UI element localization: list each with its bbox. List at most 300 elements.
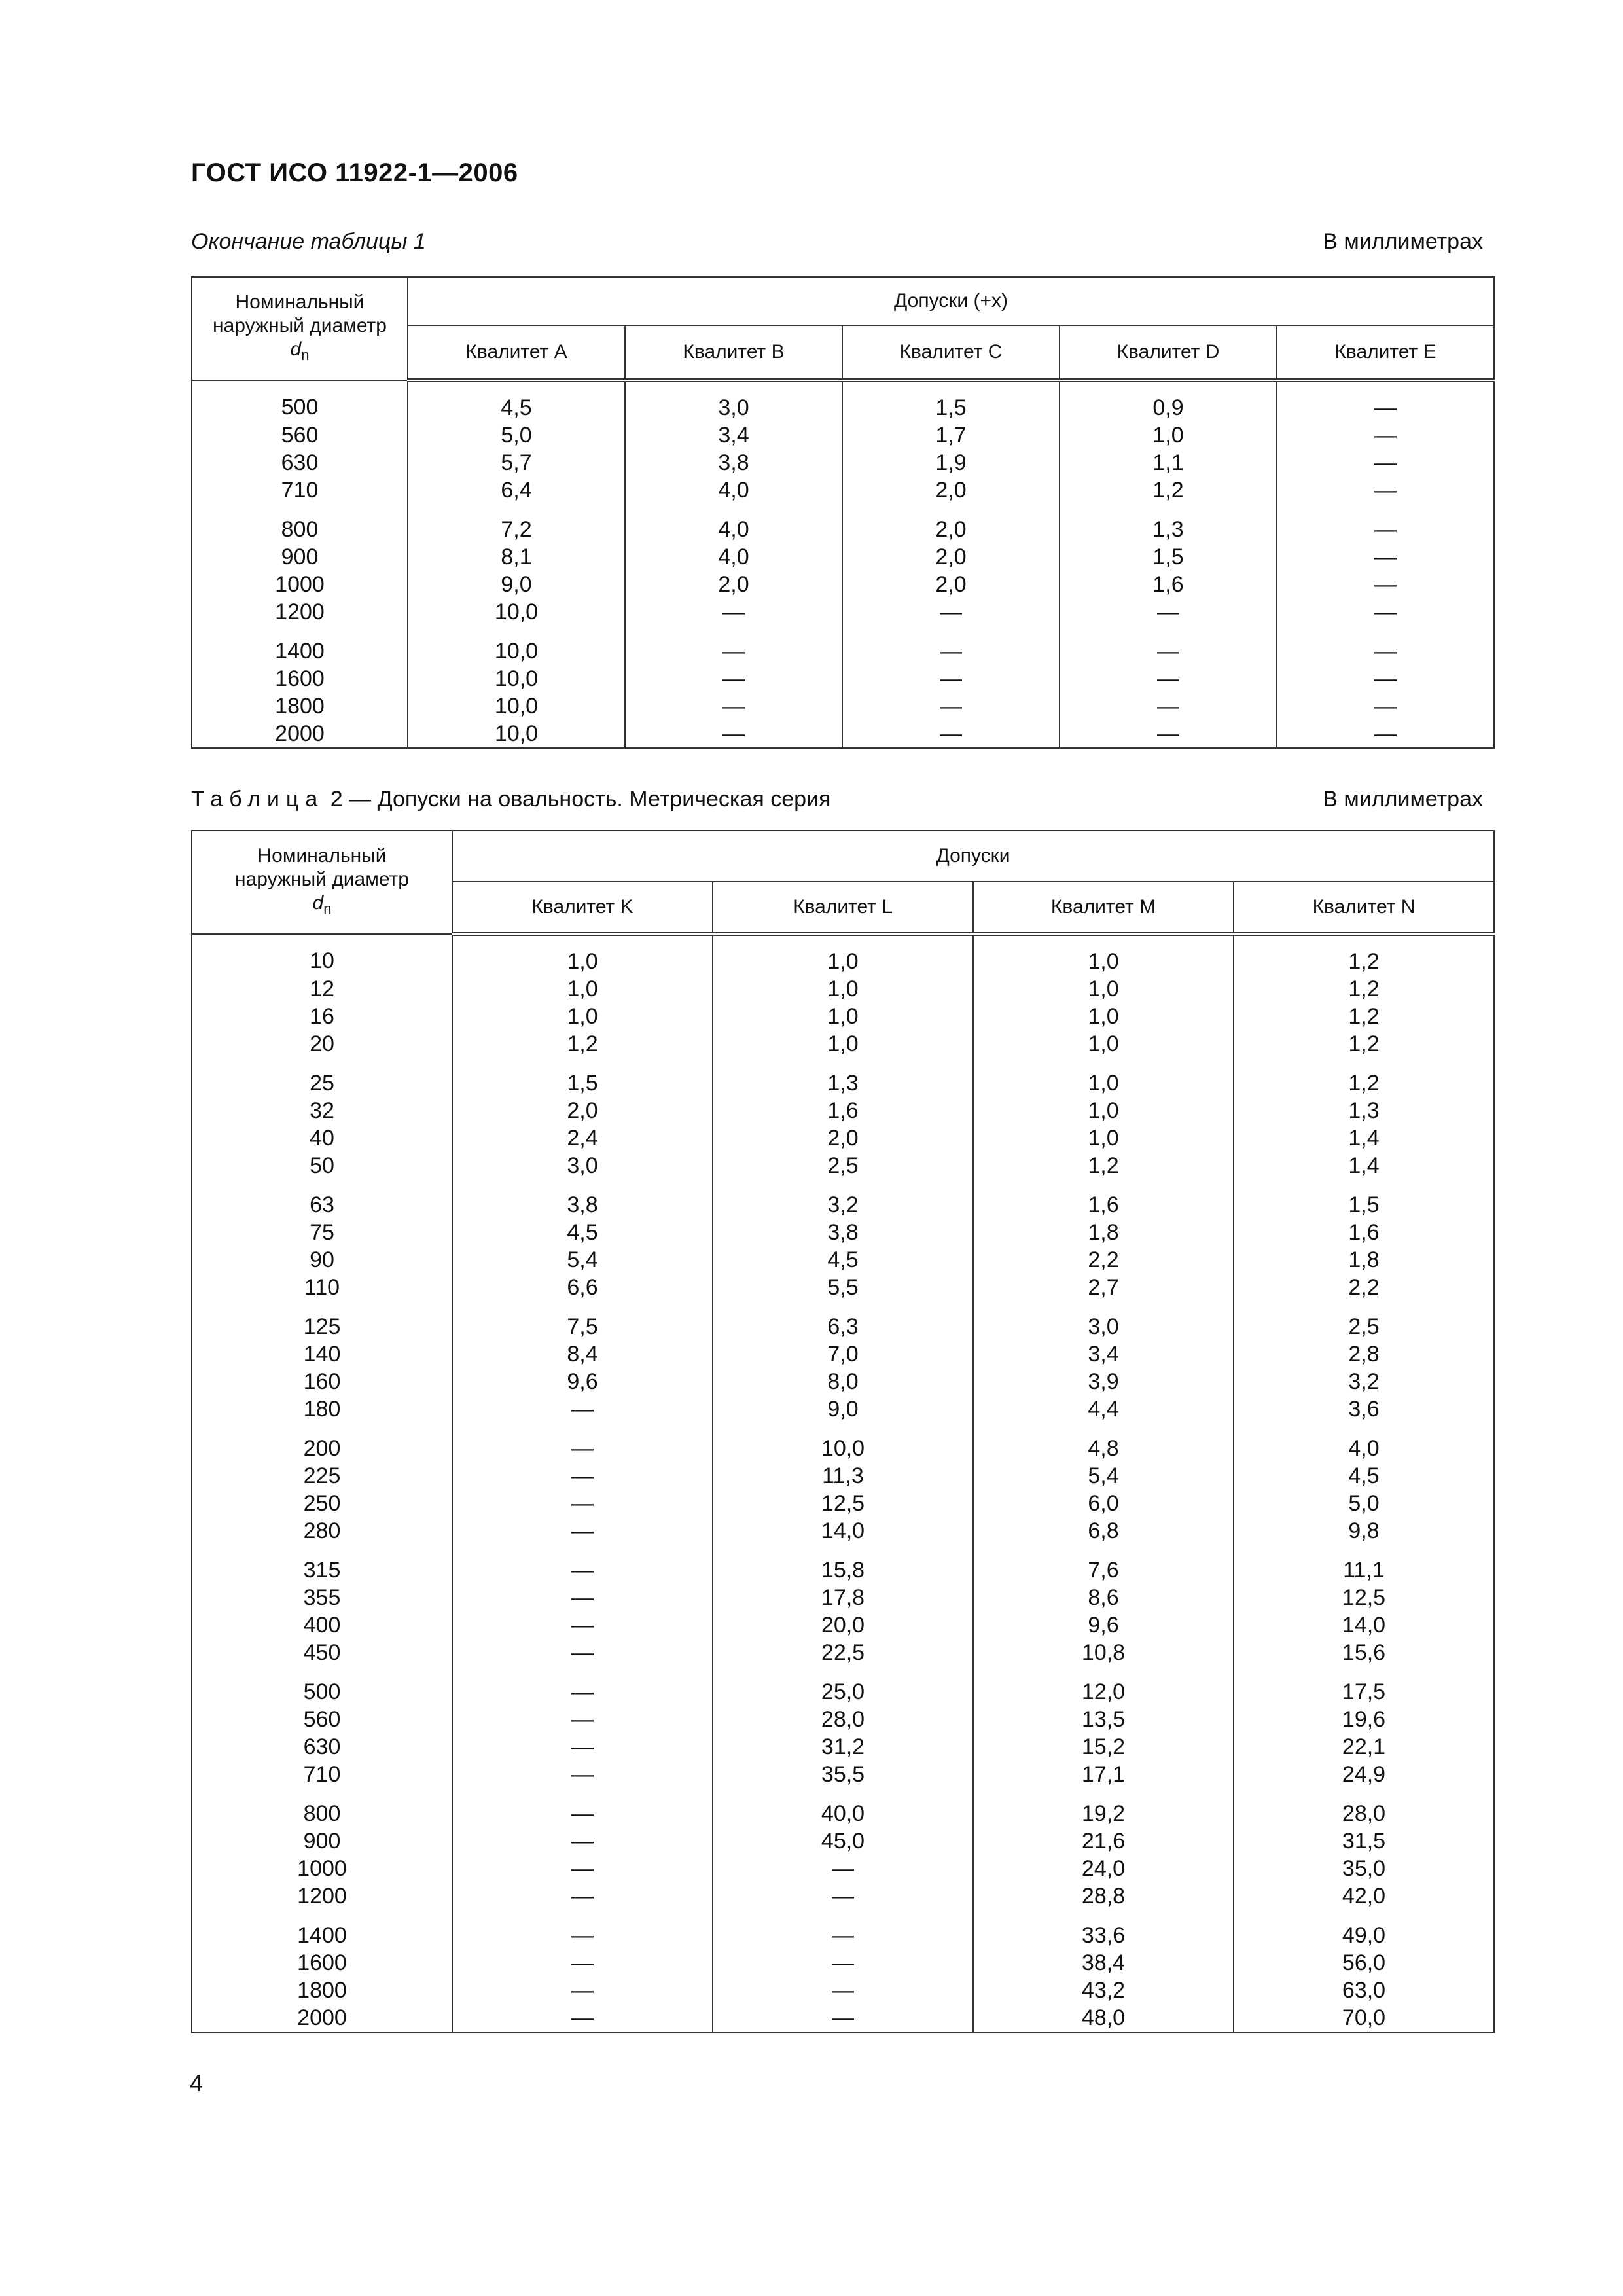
table-row xyxy=(192,665,1494,692)
table-row xyxy=(192,476,1494,504)
tolerance-cell: — xyxy=(625,626,842,665)
table2-caption xyxy=(191,787,830,812)
tolerance-cell: 2,7 xyxy=(973,1274,1234,1301)
tolerance-cell: 1,0 xyxy=(452,934,713,975)
table2-group-header: Допуски xyxy=(452,831,1494,882)
tolerance-cell: 28,0 xyxy=(1234,1788,1494,1827)
tolerance-cell: 14,0 xyxy=(1234,1611,1494,1639)
tolerance-cell: 45,0 xyxy=(713,1827,973,1855)
diameter-cell: 50 xyxy=(192,1152,452,1179)
tolerance-cell: — xyxy=(1277,720,1494,748)
diameter-cell: 32 xyxy=(192,1097,452,1124)
diameter-cell: 16 xyxy=(192,1003,452,1030)
table-row xyxy=(192,1030,1494,1058)
tolerance-cell: 1,2 xyxy=(1234,1003,1494,1030)
tolerance-cell: 1,8 xyxy=(1234,1246,1494,1274)
tolerance-cell: — xyxy=(1277,476,1494,504)
tolerance-cell: 1,0 xyxy=(452,1003,713,1030)
diameter-cell: 710 xyxy=(192,476,408,504)
tolerance-cell: 15,2 xyxy=(973,1733,1234,1761)
tolerance-cell: 12,0 xyxy=(973,1666,1234,1706)
table1-column-header: Квалитет C xyxy=(842,325,1060,380)
tolerance-cell: 3,8 xyxy=(713,1219,973,1246)
table1-caption: Окончание таблицы 1 xyxy=(191,229,426,254)
table-row xyxy=(192,2004,1494,2032)
tolerance-cell: 12,5 xyxy=(1234,1584,1494,1611)
tolerance-cell: 2,0 xyxy=(625,571,842,598)
tolerance-cell: 1,0 xyxy=(973,1003,1234,1030)
tolerance-cell: — xyxy=(452,1827,713,1855)
tolerance-cell: 2,0 xyxy=(842,543,1060,571)
tolerance-cell: — xyxy=(625,720,842,748)
table2-column-header: Квалитет K xyxy=(452,882,713,934)
table-row xyxy=(192,692,1494,720)
tolerance-cell: — xyxy=(1277,665,1494,692)
table-row xyxy=(192,1827,1494,1855)
table-row xyxy=(192,1179,1494,1219)
table1-diameter-symbol: d xyxy=(290,338,302,360)
tolerance-cell: — xyxy=(713,2004,973,2032)
tolerance-cell: 7,6 xyxy=(973,1545,1234,1584)
tolerance-cell: 25,0 xyxy=(713,1666,973,1706)
tolerance-cell: 17,1 xyxy=(973,1761,1234,1788)
table-row xyxy=(192,1733,1494,1761)
table2-diameter-symbol: d xyxy=(312,891,324,914)
diameter-cell: 800 xyxy=(192,1788,452,1827)
diameter-cell: 160 xyxy=(192,1368,452,1395)
table-row xyxy=(192,504,1494,543)
tolerance-cell: 3,4 xyxy=(625,422,842,449)
tolerance-cell: 2,4 xyxy=(452,1124,713,1152)
diameter-cell: 1800 xyxy=(192,1977,452,2004)
diameter-cell: 110 xyxy=(192,1274,452,1301)
tolerance-cell: 1,0 xyxy=(973,1124,1234,1152)
tolerance-cell: 33,6 xyxy=(973,1910,1234,1949)
tolerance-cell: 4,0 xyxy=(625,543,842,571)
tolerance-cell: — xyxy=(1277,598,1494,626)
diameter-cell: 560 xyxy=(192,422,408,449)
tolerance-cell: 10,0 xyxy=(408,692,625,720)
diameter-cell: 1000 xyxy=(192,571,408,598)
tolerance-cell: 1,5 xyxy=(842,380,1060,422)
tolerance-cell: — xyxy=(1277,380,1494,422)
tolerance-cell: 5,4 xyxy=(973,1462,1234,1490)
table-row xyxy=(192,543,1494,571)
tolerance-cell: — xyxy=(1060,692,1277,720)
table1-diameter-symbol-sub: n xyxy=(301,346,310,363)
table2-units: В миллиметрах xyxy=(1323,787,1483,812)
tolerance-cell: 49,0 xyxy=(1234,1910,1494,1949)
tolerance-cell: 31,2 xyxy=(713,1733,973,1761)
diameter-cell: 125 xyxy=(192,1301,452,1340)
table-row xyxy=(192,975,1494,1003)
tolerance-cell: 12,5 xyxy=(713,1490,973,1517)
page-number: 4 xyxy=(190,2070,204,2096)
table2 xyxy=(191,830,1495,2033)
tolerance-cell: 9,6 xyxy=(973,1611,1234,1639)
tolerance-cell: 9,0 xyxy=(713,1395,973,1423)
diameter-cell: 315 xyxy=(192,1545,452,1584)
tolerance-cell: 4,0 xyxy=(625,476,842,504)
table-row xyxy=(192,1462,1494,1490)
tolerance-cell: — xyxy=(713,1855,973,1882)
table1 xyxy=(191,276,1495,749)
table1-diameter-header-line2: наружный диаметр xyxy=(213,314,387,336)
table-row xyxy=(192,1545,1494,1584)
tolerance-cell: 3,8 xyxy=(452,1179,713,1219)
tolerance-cell: 1,0 xyxy=(973,934,1234,975)
tolerance-cell: 4,8 xyxy=(973,1423,1234,1462)
tolerance-cell: 2,0 xyxy=(842,476,1060,504)
tolerance-cell: — xyxy=(713,1910,973,1949)
table-row xyxy=(192,1910,1494,1949)
tolerance-cell: — xyxy=(452,1761,713,1788)
table-row xyxy=(192,1340,1494,1368)
tolerance-cell: 1,4 xyxy=(1234,1124,1494,1152)
tolerance-cell: 3,2 xyxy=(713,1179,973,1219)
tolerance-cell: 2,0 xyxy=(842,504,1060,543)
tolerance-cell: 1,0 xyxy=(713,1030,973,1058)
table-row xyxy=(192,422,1494,449)
table-row xyxy=(192,1490,1494,1517)
tolerance-cell: 11,3 xyxy=(713,1462,973,1490)
tolerance-cell: 5,0 xyxy=(408,422,625,449)
tolerance-cell: 1,2 xyxy=(452,1030,713,1058)
tolerance-cell: 6,8 xyxy=(973,1517,1234,1545)
tolerance-cell: 35,5 xyxy=(713,1761,973,1788)
tolerance-cell: 1,2 xyxy=(1234,1058,1494,1097)
table-row xyxy=(192,1611,1494,1639)
diameter-cell: 40 xyxy=(192,1124,452,1152)
table2-column-header: Квалитет L xyxy=(713,882,973,934)
tolerance-cell: 24,9 xyxy=(1234,1761,1494,1788)
tolerance-cell: — xyxy=(842,626,1060,665)
table1-group-header: Допуски (+x) xyxy=(408,277,1494,325)
table2-caption-rest: 2 — Допуски на овальность. Метрическая серия xyxy=(330,787,831,812)
tolerance-cell: — xyxy=(452,1949,713,1977)
tolerance-cell: 5,4 xyxy=(452,1246,713,1274)
tolerance-cell: 63,0 xyxy=(1234,1977,1494,2004)
tolerance-cell: — xyxy=(625,665,842,692)
tolerance-cell: — xyxy=(1060,626,1277,665)
tolerance-cell: 2,5 xyxy=(713,1152,973,1179)
tolerance-cell: — xyxy=(452,1611,713,1639)
table-row xyxy=(192,1368,1494,1395)
tolerance-cell: — xyxy=(452,1423,713,1462)
tolerance-cell: 19,6 xyxy=(1234,1706,1494,1733)
tolerance-cell: 38,4 xyxy=(973,1949,1234,1977)
tolerance-cell: 8,0 xyxy=(713,1368,973,1395)
table-row xyxy=(192,1058,1494,1097)
table2-diameter-symbol-sub: n xyxy=(323,900,332,917)
tolerance-cell: 2,0 xyxy=(452,1097,713,1124)
table-row xyxy=(192,1124,1494,1152)
tolerance-cell: 24,0 xyxy=(973,1855,1234,1882)
tolerance-cell: 1,6 xyxy=(713,1097,973,1124)
tolerance-cell: 1,3 xyxy=(713,1058,973,1097)
tolerance-cell: 11,1 xyxy=(1234,1545,1494,1584)
tolerance-cell: — xyxy=(1277,449,1494,476)
diameter-cell: 63 xyxy=(192,1179,452,1219)
table-row xyxy=(192,626,1494,665)
diameter-cell: 12 xyxy=(192,975,452,1003)
tolerance-cell: 10,0 xyxy=(713,1423,973,1462)
tolerance-cell: 56,0 xyxy=(1234,1949,1494,1977)
diameter-cell: 2000 xyxy=(192,2004,452,2032)
tolerance-cell: 43,2 xyxy=(973,1977,1234,2004)
tolerance-cell: — xyxy=(452,1395,713,1423)
tolerance-cell: 7,0 xyxy=(713,1340,973,1368)
tolerance-cell: — xyxy=(713,1977,973,2004)
tolerance-cell: 1,6 xyxy=(973,1179,1234,1219)
tolerance-cell: 1,0 xyxy=(713,975,973,1003)
tolerance-cell: — xyxy=(1277,626,1494,665)
table2-column-header: Квалитет N xyxy=(1234,882,1494,934)
tolerance-cell: 1,0 xyxy=(973,1097,1234,1124)
diameter-cell: 1600 xyxy=(192,665,408,692)
tolerance-cell: 2,2 xyxy=(1234,1274,1494,1301)
tolerance-cell: 48,0 xyxy=(973,2004,1234,2032)
table-row xyxy=(192,1855,1494,1882)
tolerance-cell: 4,0 xyxy=(1234,1423,1494,1462)
tolerance-cell: 28,0 xyxy=(713,1706,973,1733)
table-row xyxy=(192,1003,1494,1030)
tolerance-cell: — xyxy=(452,2004,713,2032)
diameter-cell: 900 xyxy=(192,543,408,571)
table2-column-header: Квалитет M xyxy=(973,882,1234,934)
diameter-cell: 2000 xyxy=(192,720,408,748)
diameter-cell: 1600 xyxy=(192,1949,452,1977)
tolerance-cell: 1,5 xyxy=(452,1058,713,1097)
tolerance-cell: — xyxy=(452,1490,713,1517)
diameter-cell: 75 xyxy=(192,1219,452,1246)
tolerance-cell: — xyxy=(452,1977,713,2004)
table2-diameter-header xyxy=(192,831,452,934)
tolerance-cell: 2,0 xyxy=(713,1124,973,1152)
tolerance-cell: — xyxy=(1060,665,1277,692)
tolerance-cell: 1,0 xyxy=(713,1003,973,1030)
table-row xyxy=(192,571,1494,598)
tolerance-cell: 8,6 xyxy=(973,1584,1234,1611)
tolerance-cell: 15,8 xyxy=(713,1545,973,1584)
tolerance-cell: 10,8 xyxy=(973,1639,1234,1666)
table-row xyxy=(192,1949,1494,1977)
table1-column-header: Квалитет D xyxy=(1060,325,1277,380)
tolerance-cell: — xyxy=(713,1949,973,1977)
tolerance-cell: 3,4 xyxy=(973,1340,1234,1368)
table-row xyxy=(192,1639,1494,1666)
diameter-cell: 1200 xyxy=(192,598,408,626)
table2-diameter-header-line1: Номинальный xyxy=(257,844,387,867)
tolerance-cell: 3,8 xyxy=(625,449,842,476)
tolerance-cell: 1,0 xyxy=(452,975,713,1003)
diameter-cell: 400 xyxy=(192,1611,452,1639)
tolerance-cell: — xyxy=(842,692,1060,720)
table2-diameter-header-line2: наружный диаметр xyxy=(235,868,409,890)
diameter-cell: 1200 xyxy=(192,1882,452,1910)
tolerance-cell: 5,7 xyxy=(408,449,625,476)
diameter-cell: 90 xyxy=(192,1246,452,1274)
table-row xyxy=(192,449,1494,476)
tolerance-cell: 20,0 xyxy=(713,1611,973,1639)
table1-diameter-header-line1: Номинальный xyxy=(235,291,365,313)
tolerance-cell: — xyxy=(452,1788,713,1827)
diameter-cell: 180 xyxy=(192,1395,452,1423)
document-code: ГОСТ ИСО 11922-1—2006 xyxy=(191,158,518,187)
diameter-cell: 500 xyxy=(192,1666,452,1706)
table-row xyxy=(192,720,1494,748)
tolerance-cell: 1,0 xyxy=(713,934,973,975)
tolerance-cell: 3,0 xyxy=(625,380,842,422)
tolerance-cell: 1,1 xyxy=(1060,449,1277,476)
table1-units: В миллиметрах xyxy=(1323,229,1483,254)
tolerance-cell: 3,6 xyxy=(1234,1395,1494,1423)
diameter-cell: 630 xyxy=(192,449,408,476)
tolerance-cell: 5,0 xyxy=(1234,1490,1494,1517)
tolerance-cell: 1,0 xyxy=(973,975,1234,1003)
tolerance-cell: 15,6 xyxy=(1234,1639,1494,1666)
diameter-cell: 630 xyxy=(192,1733,452,1761)
table-row xyxy=(192,1977,1494,2004)
tolerance-cell: — xyxy=(713,1882,973,1910)
table1-column-header: Квалитет A xyxy=(408,325,625,380)
diameter-cell: 280 xyxy=(192,1517,452,1545)
tolerance-cell: 31,5 xyxy=(1234,1827,1494,1855)
table1-column-header: Квалитет E xyxy=(1277,325,1494,380)
tolerance-cell: 0,9 xyxy=(1060,380,1277,422)
tolerance-cell: 6,4 xyxy=(408,476,625,504)
tolerance-cell: 9,8 xyxy=(1234,1517,1494,1545)
tolerance-cell: 28,8 xyxy=(973,1882,1234,1910)
tolerance-cell: 4,5 xyxy=(1234,1462,1494,1490)
tolerance-cell: — xyxy=(625,598,842,626)
tolerance-cell: 10,0 xyxy=(408,626,625,665)
diameter-cell: 200 xyxy=(192,1423,452,1462)
tolerance-cell: — xyxy=(1277,543,1494,571)
tolerance-cell: 3,0 xyxy=(452,1152,713,1179)
diameter-cell: 1400 xyxy=(192,626,408,665)
table-row xyxy=(192,934,1494,975)
tolerance-cell: — xyxy=(452,1910,713,1949)
tolerance-cell: — xyxy=(1060,720,1277,748)
tolerance-cell: 8,1 xyxy=(408,543,625,571)
table-row xyxy=(192,1097,1494,1124)
tolerance-cell: 3,9 xyxy=(973,1368,1234,1395)
table-row xyxy=(192,1301,1494,1340)
tolerance-cell: 4,5 xyxy=(713,1246,973,1274)
table-row xyxy=(192,1219,1494,1246)
tolerance-cell: 7,2 xyxy=(408,504,625,543)
table-row xyxy=(192,1274,1494,1301)
tolerance-cell: 1,9 xyxy=(842,449,1060,476)
tolerance-cell: — xyxy=(1277,571,1494,598)
tolerance-cell: 70,0 xyxy=(1234,2004,1494,2032)
table-row xyxy=(192,1788,1494,1827)
tolerance-cell: — xyxy=(452,1882,713,1910)
table-row xyxy=(192,1395,1494,1423)
tolerance-cell: 1,2 xyxy=(973,1152,1234,1179)
tolerance-cell: 10,0 xyxy=(408,598,625,626)
tolerance-cell: — xyxy=(1277,422,1494,449)
table-row xyxy=(192,1584,1494,1611)
tolerance-cell: 3,0 xyxy=(973,1301,1234,1340)
diameter-cell: 355 xyxy=(192,1584,452,1611)
tolerance-cell: — xyxy=(452,1545,713,1584)
table-row xyxy=(192,1761,1494,1788)
tolerance-cell: 1,4 xyxy=(1234,1152,1494,1179)
tolerance-cell: 1,7 xyxy=(842,422,1060,449)
tolerance-cell: 2,5 xyxy=(1234,1301,1494,1340)
tolerance-cell: 1,2 xyxy=(1234,934,1494,975)
tolerance-cell: 1,5 xyxy=(1234,1179,1494,1219)
diameter-cell: 800 xyxy=(192,504,408,543)
tolerance-cell: 1,8 xyxy=(973,1219,1234,1246)
tolerance-cell: 7,5 xyxy=(452,1301,713,1340)
diameter-cell: 225 xyxy=(192,1462,452,1490)
tolerance-cell: — xyxy=(452,1666,713,1706)
tolerance-cell: 42,0 xyxy=(1234,1882,1494,1910)
tolerance-cell: 1,2 xyxy=(1234,975,1494,1003)
diameter-cell: 710 xyxy=(192,1761,452,1788)
tolerance-cell: — xyxy=(625,692,842,720)
diameter-cell: 1400 xyxy=(192,1910,452,1949)
tolerance-cell: 19,2 xyxy=(973,1788,1234,1827)
tolerance-cell: 5,5 xyxy=(713,1274,973,1301)
tolerance-cell: 9,0 xyxy=(408,571,625,598)
tolerance-cell: 6,6 xyxy=(452,1274,713,1301)
tolerance-cell: 35,0 xyxy=(1234,1855,1494,1882)
tolerance-cell: 1,6 xyxy=(1234,1219,1494,1246)
tolerance-cell: — xyxy=(452,1855,713,1882)
tolerance-cell: — xyxy=(842,598,1060,626)
diameter-cell: 500 xyxy=(192,380,408,422)
tolerance-cell: — xyxy=(842,665,1060,692)
tolerance-cell: 10,0 xyxy=(408,720,625,748)
tolerance-cell: 22,1 xyxy=(1234,1733,1494,1761)
diameter-cell: 1800 xyxy=(192,692,408,720)
diameter-cell: 560 xyxy=(192,1706,452,1733)
tolerance-cell: 1,2 xyxy=(1060,476,1277,504)
tolerance-cell: — xyxy=(842,720,1060,748)
tolerance-cell: 6,3 xyxy=(713,1301,973,1340)
diameter-cell: 20 xyxy=(192,1030,452,1058)
table-row xyxy=(192,380,1494,422)
tolerance-cell: 1,2 xyxy=(1234,1030,1494,1058)
tolerance-cell: 2,2 xyxy=(973,1246,1234,1274)
tolerance-cell: — xyxy=(1060,598,1277,626)
tolerance-cell: 1,0 xyxy=(1060,422,1277,449)
table1-column-header: Квалитет B xyxy=(625,325,842,380)
tolerance-cell: — xyxy=(452,1706,713,1733)
tolerance-cell: 4,5 xyxy=(452,1219,713,1246)
table-row xyxy=(192,1246,1494,1274)
tolerance-cell: 8,4 xyxy=(452,1340,713,1368)
tolerance-cell: — xyxy=(452,1639,713,1666)
table-row xyxy=(192,1882,1494,1910)
tolerance-cell: 1,5 xyxy=(1060,543,1277,571)
tolerance-cell: — xyxy=(452,1584,713,1611)
tolerance-cell: — xyxy=(452,1517,713,1545)
diameter-cell: 1000 xyxy=(192,1855,452,1882)
tolerance-cell: — xyxy=(452,1733,713,1761)
diameter-cell: 250 xyxy=(192,1490,452,1517)
diameter-cell: 140 xyxy=(192,1340,452,1368)
tolerance-cell: 4,0 xyxy=(625,504,842,543)
tolerance-cell: 17,5 xyxy=(1234,1666,1494,1706)
table-row xyxy=(192,1517,1494,1545)
diameter-cell: 10 xyxy=(192,934,452,975)
tolerance-cell: 1,0 xyxy=(973,1030,1234,1058)
